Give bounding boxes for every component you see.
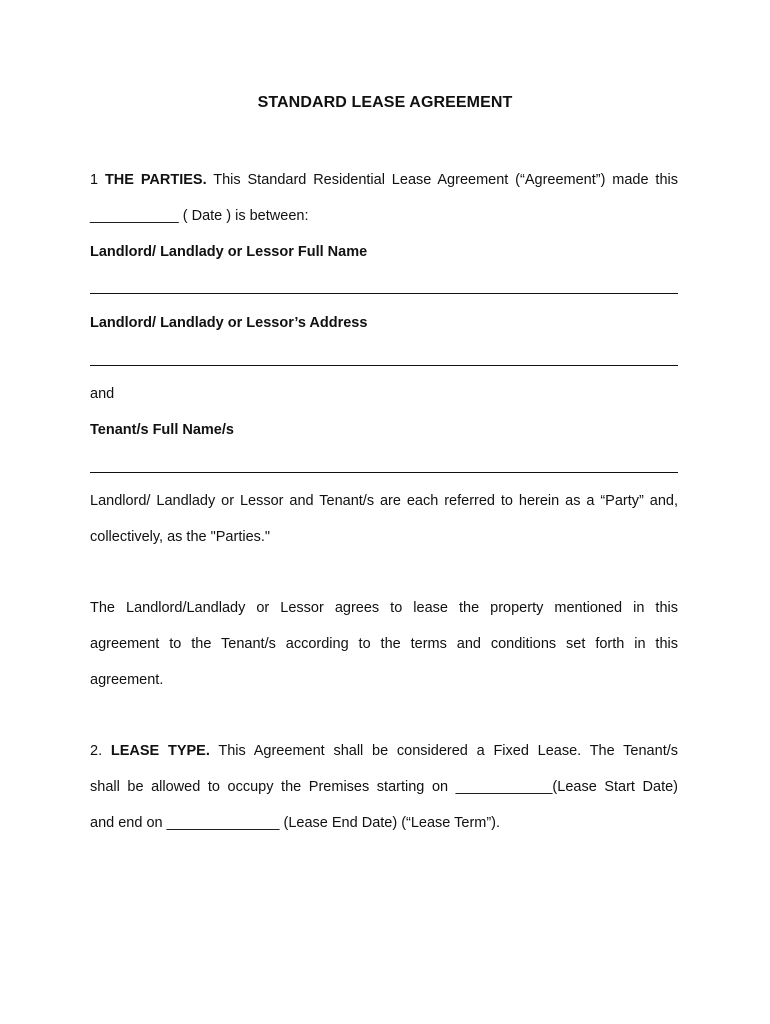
lease-type-line-1 xyxy=(90,741,678,761)
tenant-name-label: Tenant/s Full Name/s xyxy=(90,422,234,438)
date-line xyxy=(90,206,678,226)
lease-type-line-3: and end on ______________ (Lease End Date) (“Lease Term”). xyxy=(90,815,501,831)
landlord-name-label: Landlord/ Landlady or Lessor Full Name xyxy=(90,244,368,260)
parties-intro-line xyxy=(90,170,678,190)
landlord-address-label: Landlord/ Landlady or Lessor’s Address xyxy=(90,315,368,331)
lease-type-number: 2. xyxy=(90,743,103,759)
landlord-name-field[interactable] xyxy=(90,293,678,294)
section-heading: THE PARTIES. xyxy=(104,172,207,188)
tenant-name-row xyxy=(90,420,678,440)
date-blank[interactable]: ___________ xyxy=(90,208,179,224)
agreement-paragraph-line-1: The Landlord/Landlady or Lessor agrees to lease the property mentioned in this xyxy=(90,600,678,616)
and-text: and xyxy=(90,386,115,402)
landlord-address-row xyxy=(90,313,678,333)
section-number: 1 xyxy=(90,172,99,188)
lease-type-heading: LEASE TYPE. xyxy=(110,743,210,759)
document-title: STANDARD LEASE AGREEMENT xyxy=(257,94,513,111)
party-definition-line-1: Landlord/ Landlady or Lessor and Tenant/s are each referred to herein as a “Party” and, xyxy=(90,493,678,509)
lease-type-line-2: shall be allowed to occupy the Premises starting on ____________(Lease Start Date) xyxy=(90,779,678,795)
party-definition-line-2: collectively, as the "Parties." xyxy=(90,529,271,545)
landlord-address-field[interactable] xyxy=(90,365,678,366)
date-label: ( Date ) is between: xyxy=(182,208,309,224)
landlord-name-row xyxy=(90,242,678,262)
lease-type-text: This Agreement shall be considered a Fixed Lease. The Tenant/s xyxy=(218,743,678,759)
agreement-paragraph-line-2: agreement to the Tenant/s according to the terms and conditions set forth in this xyxy=(90,636,678,652)
tenant-name-field[interactable] xyxy=(90,472,678,473)
parties-intro-text: This Standard Residential Lease Agreement (“Agreement”) made this xyxy=(213,172,678,188)
agreement-paragraph-line-3: agreement. xyxy=(90,672,164,688)
